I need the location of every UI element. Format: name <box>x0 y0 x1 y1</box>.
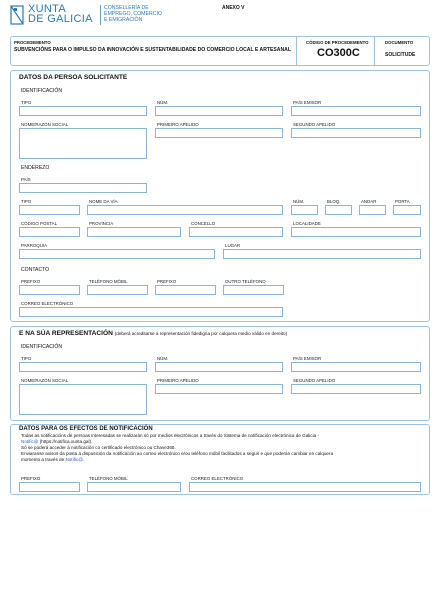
address-heading: ENDEREZO <box>21 165 50 171</box>
place-field[interactable] <box>223 249 421 259</box>
block-label: BLOQ. <box>327 199 341 204</box>
mobile-phone-field[interactable] <box>87 285 148 295</box>
postal-code-field[interactable] <box>19 227 80 237</box>
notif-prefix-label: PREFIXO <box>21 476 41 481</box>
document-label: DOCUMENTO <box>385 40 414 45</box>
province-field[interactable] <box>87 227 181 237</box>
contact-heading: CONTACTO <box>21 267 50 273</box>
floor-field[interactable] <box>359 205 386 215</box>
rep-second-surname-field[interactable] <box>291 384 421 394</box>
representation-section-title: E NA SÚA REPRESENTACIÓN (deberá acreditarse a representación fidedigna por calquera medio válido en dereito) <box>19 330 288 337</box>
rep-num-label: NÚM. <box>157 356 169 361</box>
applicant-identification-heading: IDENTIFICACIÓN <box>21 88 63 94</box>
document-type: SOLICITUDE <box>385 52 416 58</box>
notif-mobile-field[interactable] <box>87 482 181 492</box>
applicant-tipo-field[interactable] <box>19 106 147 116</box>
notification-info-text: Todas as notificacións de persoas interesadas se realizarán só por medios electrónicos a través do Sistema de notificación electrónica de Galicia - Notific@ (https://notifica.xunta.gal). Só se poderá acceder á notificación co certificado electrónico ou Chave365. Enviaranse avisos da posta á disposición da notificación ao correo electrónico e/ou teléfono móbil facilitados a seguir e que poderán cambiar en calquera momento a través de Notific@. <box>21 433 334 462</box>
prefix2-label: PREFIXO <box>157 279 177 284</box>
prefix-label: PREFIXO <box>21 279 41 284</box>
notif-prefix-field[interactable] <box>19 482 80 492</box>
xunta-logo-mark-icon <box>10 5 24 25</box>
country-label: PAÍS <box>21 177 31 182</box>
procedure-title: SUBVENCIÓNS PARA O IMPULSO DA INNOVACIÓN E SUSTENTABILIDADE DO COMERCIO LOCAL E ARTESANAL <box>14 47 291 53</box>
applicant-pais-emisor-field[interactable] <box>291 106 421 116</box>
rep-pais-emisor-label: PAÍS EMISOR <box>293 356 322 361</box>
rep-name-field[interactable] <box>19 384 147 415</box>
rep-first-surname-field[interactable] <box>155 384 283 394</box>
notif-email-field[interactable] <box>189 482 421 492</box>
divider <box>296 36 297 66</box>
applicant-num-label: NÚM. <box>157 100 169 105</box>
street-number-label: NÚM. <box>293 199 305 204</box>
applicant-first-surname-label: PRIMEIRO APELIDO <box>157 122 199 127</box>
email-label: CORREO ELECTRÓNICO <box>21 301 74 306</box>
representation-identification-heading: IDENTIFICACIÓN <box>21 344 63 350</box>
anexo-label: ANEXO V <box>222 5 245 11</box>
other-phone-field[interactable] <box>223 285 284 295</box>
prefix-field[interactable] <box>19 285 80 295</box>
notification-section-title: DATOS PARA OS EFECTOS DE NOTIFICACIÓN <box>19 426 153 432</box>
procedure-code: CO300C <box>317 47 360 59</box>
applicant-tipo-label: TIPO <box>21 100 32 105</box>
procedure-code-label: CÓDIGO DE PROCEDEMENTO <box>306 40 369 45</box>
applicant-second-surname-label: SEGUNDO APELIDO <box>293 122 336 127</box>
notifica-link[interactable]: Notific@ <box>21 439 39 444</box>
applicant-first-surname-field[interactable] <box>155 128 283 138</box>
rep-num-field[interactable] <box>155 362 283 372</box>
parish-field[interactable] <box>19 249 215 259</box>
xunta-logo-text: XUNTA DE GALICIA <box>28 3 93 25</box>
rep-tipo-field[interactable] <box>19 362 147 372</box>
municipality-field[interactable] <box>189 227 283 237</box>
applicant-pais-emisor-label: PAÍS EMISOR <box>293 100 322 105</box>
rep-first-surname-label: PRIMEIRO APELIDO <box>157 378 199 383</box>
door-label: PORTA <box>395 199 410 204</box>
locality-field[interactable] <box>291 227 421 237</box>
rep-second-surname-label: SEGUNDO APELIDO <box>293 378 336 383</box>
prefix2-field[interactable] <box>155 285 216 295</box>
divider <box>374 36 375 66</box>
applicant-num-field[interactable] <box>155 106 283 116</box>
notif-mobile-label: TELÉFONO MÓBIL <box>89 476 128 481</box>
rep-tipo-label: TIPO <box>21 356 32 361</box>
applicant-name-field[interactable] <box>19 128 147 159</box>
notifica-link-2[interactable]: Notific@ <box>65 457 83 462</box>
mobile-phone-label: TELÉFONO MÓBIL <box>89 279 128 284</box>
applicant-second-surname-field[interactable] <box>291 128 421 138</box>
door-field[interactable] <box>393 205 421 215</box>
floor-label: ANDAR <box>361 199 377 204</box>
notif-email-label: CORREO ELECTRÓNICO <box>191 476 244 481</box>
postal-code-label: CÓDIGO POSTAL <box>21 221 58 226</box>
applicant-section-title: DATOS DA PERSOA SOLICITANTE <box>19 74 128 81</box>
street-type-field[interactable] <box>19 205 80 215</box>
conselleria-name: CONSELLERÍA DE EMPREGO, COMERCIO E EMIGRACIÓN <box>104 5 162 23</box>
country-field[interactable] <box>19 183 147 193</box>
street-name-label: NOME DA VÍA <box>89 199 118 204</box>
street-name-field[interactable] <box>87 205 283 215</box>
other-phone-label: OUTRO TELÉFONO <box>225 279 266 284</box>
rep-pais-emisor-field[interactable] <box>291 362 421 372</box>
province-label: PROVINCIA <box>89 221 114 226</box>
rep-name-label: NOME/RAZÓN SOCIAL <box>21 378 69 383</box>
procedure-label: PROCEDEMENTO <box>14 40 51 45</box>
parish-label: PARROQUIA <box>21 243 48 248</box>
block-field[interactable] <box>325 205 352 215</box>
place-label: LUGAR <box>225 243 241 248</box>
street-number-field[interactable] <box>291 205 318 215</box>
logo-divider <box>100 5 101 25</box>
email-field[interactable] <box>19 307 283 317</box>
municipality-label: CONCELLO <box>191 221 216 226</box>
applicant-name-label: NOME/RAZÓN SOCIAL <box>21 122 69 127</box>
locality-label: LOCALIDADE <box>293 221 321 226</box>
street-type-label: TIPO <box>21 199 32 204</box>
